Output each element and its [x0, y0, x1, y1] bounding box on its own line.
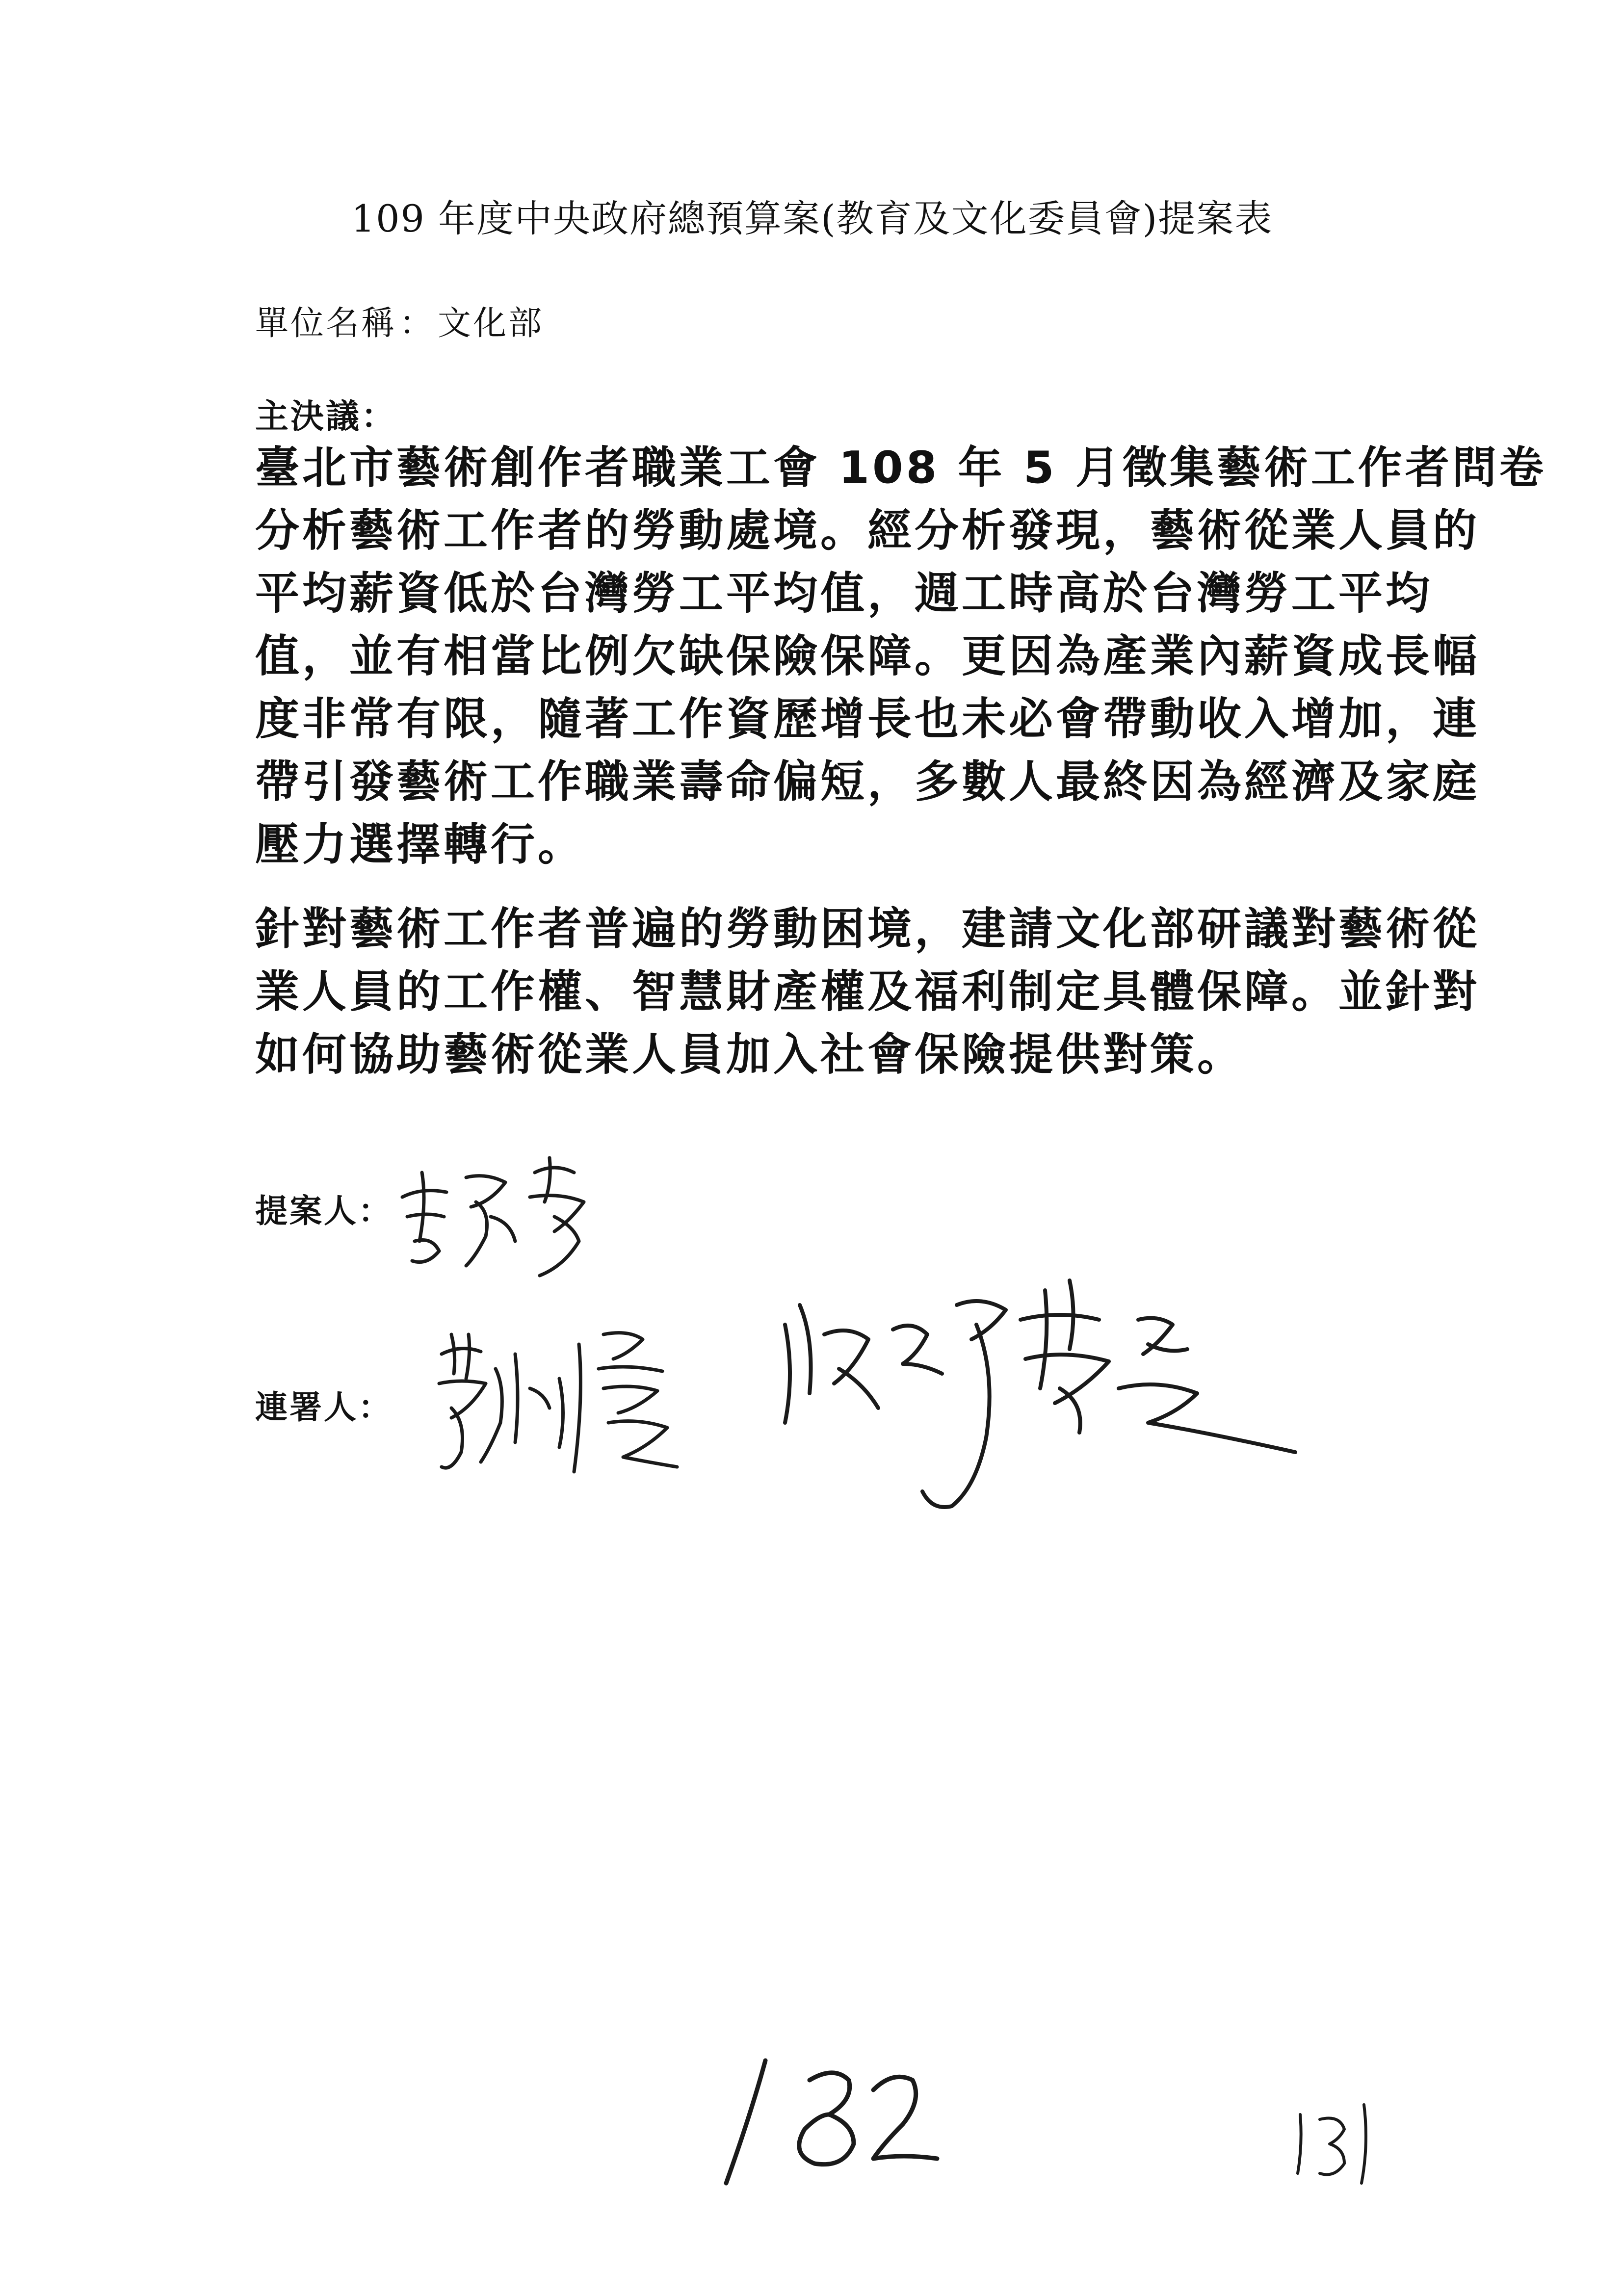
unit-name-row [255, 297, 544, 344]
paragraph-line: 平均薪資低於台灣勞工平均值，週工時高於台灣勞工平均 [255, 568, 1433, 619]
paragraph-line: 度非常有限，隨著工作資歷增長也未必會帶動收入增加，連 [255, 693, 1480, 745]
paragraph-line: 如何協助藝術從業人員加入社會保險提供對策。 [255, 1029, 1244, 1080]
cosigner-signature-2 [765, 1276, 1305, 1594]
paragraph-line: 針對藝術工作者普遍的勞動困境，建請文化部研議對藝術從 [255, 903, 1480, 955]
paragraph-line: 臺北市藝術創作者職業工會 108 年 5 月徵集藝術工作者問卷 [255, 442, 1546, 494]
unit-name-separator: ： [399, 304, 435, 343]
page-number-side [1285, 2100, 1384, 2188]
cosigner-signature-1 [432, 1325, 707, 1487]
unit-name-value: 文化部 [438, 304, 544, 343]
paragraph-line: 分析藝術工作者的勞動處境。經分析發現，藝術從業人員的 [255, 505, 1480, 556]
paragraph-line: 值，並有相當比例欠缺保險保障。更因為產業內薪資成長幅 [255, 630, 1480, 682]
paragraph-line: 壓力選擇轉行。 [255, 819, 585, 870]
main-resolution-label: 主決議： [255, 397, 397, 436]
document-title: 109 年度中央政府總預算案(教育及文化委員會)提案表 [351, 197, 1273, 240]
resolution-paragraph-1 [255, 437, 1546, 876]
proposer-signature [393, 1143, 618, 1290]
unit-name-label: 單位名稱 [255, 304, 397, 343]
page-number-main [707, 2051, 962, 2198]
cosigner-label: 連署人： [255, 1388, 393, 1426]
proposer-label: 提案人： [255, 1192, 393, 1230]
resolution-paragraph-2 [255, 898, 1480, 1086]
paragraph-line: 業人員的工作權、智慧財產權及福利制定具體保障。並針對 [255, 966, 1480, 1018]
paragraph-line: 帶引發藝術工作職業壽命偏短，多數人最終因為經濟及家庭 [255, 756, 1480, 808]
